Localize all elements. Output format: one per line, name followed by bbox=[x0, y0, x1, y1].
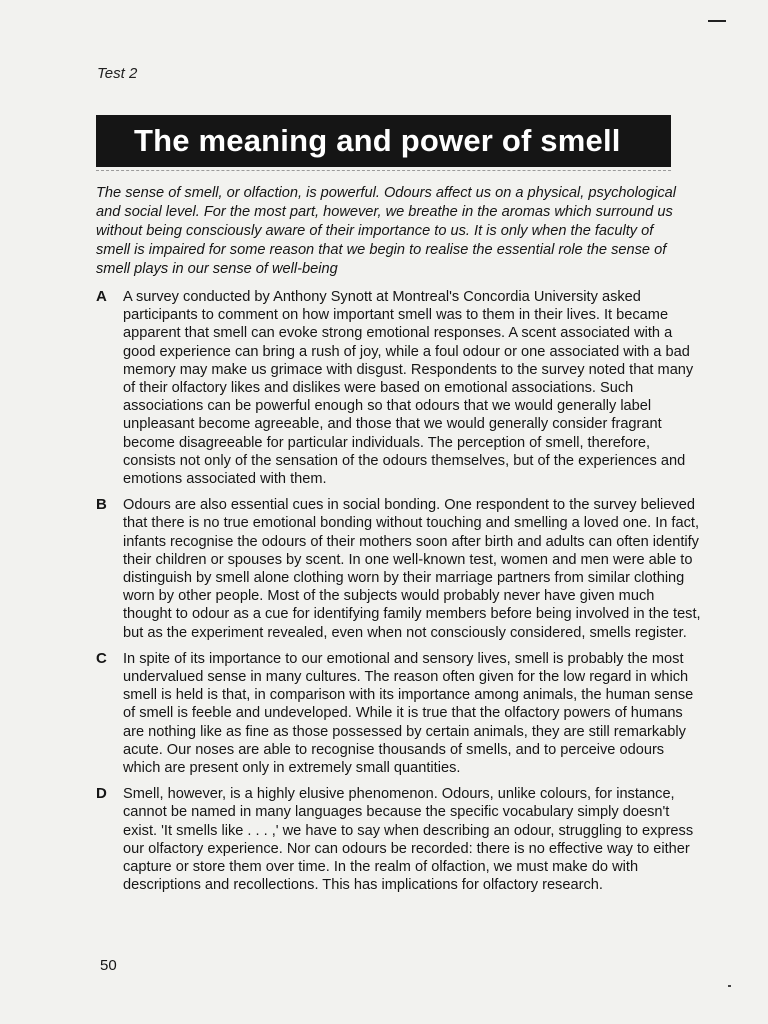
title-divider bbox=[96, 170, 671, 171]
section-paragraph: Odours are also essential cues in social bonding. One respondent to the survey believed that there is no true emotional bonding without touching and smelling a loved one. In fact, infants recognise the odours of their mothers soon after birth and adults can often identify their children or spouses by scent. In one well-known test, women and men were able to distinguish by smell alone clothing worn by their marriage partners from similar clothing worn by other people. Most of the subjects would probably never have given much thought to odour as a cue for identifying family members before being involved in the test, but as the experiment revealed, even when not consciously considered, smells register. bbox=[123, 497, 701, 641]
section-letter: C bbox=[96, 649, 107, 667]
section-c bbox=[96, 650, 704, 777]
test-label: Test 2 bbox=[97, 65, 138, 82]
section-b bbox=[96, 496, 704, 642]
section-paragraph: In spite of its importance to our emotional and sensory lives, smell is probably the most undervalued sense in many cultures. The reason often given for the low regard in which smell is held is that, in comparison with its importance among animals, the human sense of smell is feeble and undeveloped. While it is true that the olfactory powers of humans are nothing like as fine as those possessed by certain animals, they are still remarkably acute. Our noses are able to recognise thousands of smells, and to perceive odours which are present only in extremely small quantities. bbox=[123, 650, 694, 777]
section-letter: A bbox=[96, 288, 107, 305]
title-banner bbox=[96, 115, 671, 167]
sections-list bbox=[96, 288, 704, 903]
intro-paragraph: The sense of smell, or olfaction, is powerful. Odours affect us on a physical, psychological and social level. For the most part, however, we breathe in the aromas which surround us without being consciously aware of their importance to us. It is only when the faculty of smell is impaired for some reason that we begin to realise the essential role the sense of smell plays in our sense of well-being bbox=[96, 185, 676, 277]
section-paragraph: A survey conducted by Anthony Synott at Montreal's Concordia University asked participants to comment on how important smell was to them in their lives. It became apparent that smell can evoke strong emotional responses. A scent associated with a good experience can bring a rush of joy, while a foul odour or one associated with a bad memory may make us grimace with disgust. Respondents to the survey noted that many of their olfactory likes and dislikes were based on emotional associations. Such associations can be powerful enough so that odours that we would generally label unpleasant become agreeable, and those that we would generally consider fragrant become disagreeable for particular individuals. The perception of smell, therefore, consists not only of the sensation of the odours themselves, but of the experiences and emotions associated with them. bbox=[123, 289, 694, 488]
corner-mark bbox=[708, 20, 726, 22]
section-letter: D bbox=[96, 785, 107, 803]
page-number: 50 bbox=[100, 957, 117, 974]
section-letter: B bbox=[96, 496, 107, 514]
section-paragraph: Smell, however, is a highly elusive phenomenon. Odours, unlike colours, for instance, cannot be named in many languages because the specific vocabulary simply doesn't exist. 'It smells like . . . ,' we have to say when describing an odour, struggling to express our olfactory experience. Nor can odours be recorded: there is no effective way to either capture or store them over time. In the realm of olfaction, we must make do with descriptions and recollections. This has implications for olfactory research. bbox=[123, 786, 694, 894]
section-d bbox=[96, 785, 704, 894]
section-a bbox=[96, 288, 704, 488]
scan-speck bbox=[728, 985, 731, 987]
page-title: The meaning and power of smell bbox=[134, 123, 621, 158]
